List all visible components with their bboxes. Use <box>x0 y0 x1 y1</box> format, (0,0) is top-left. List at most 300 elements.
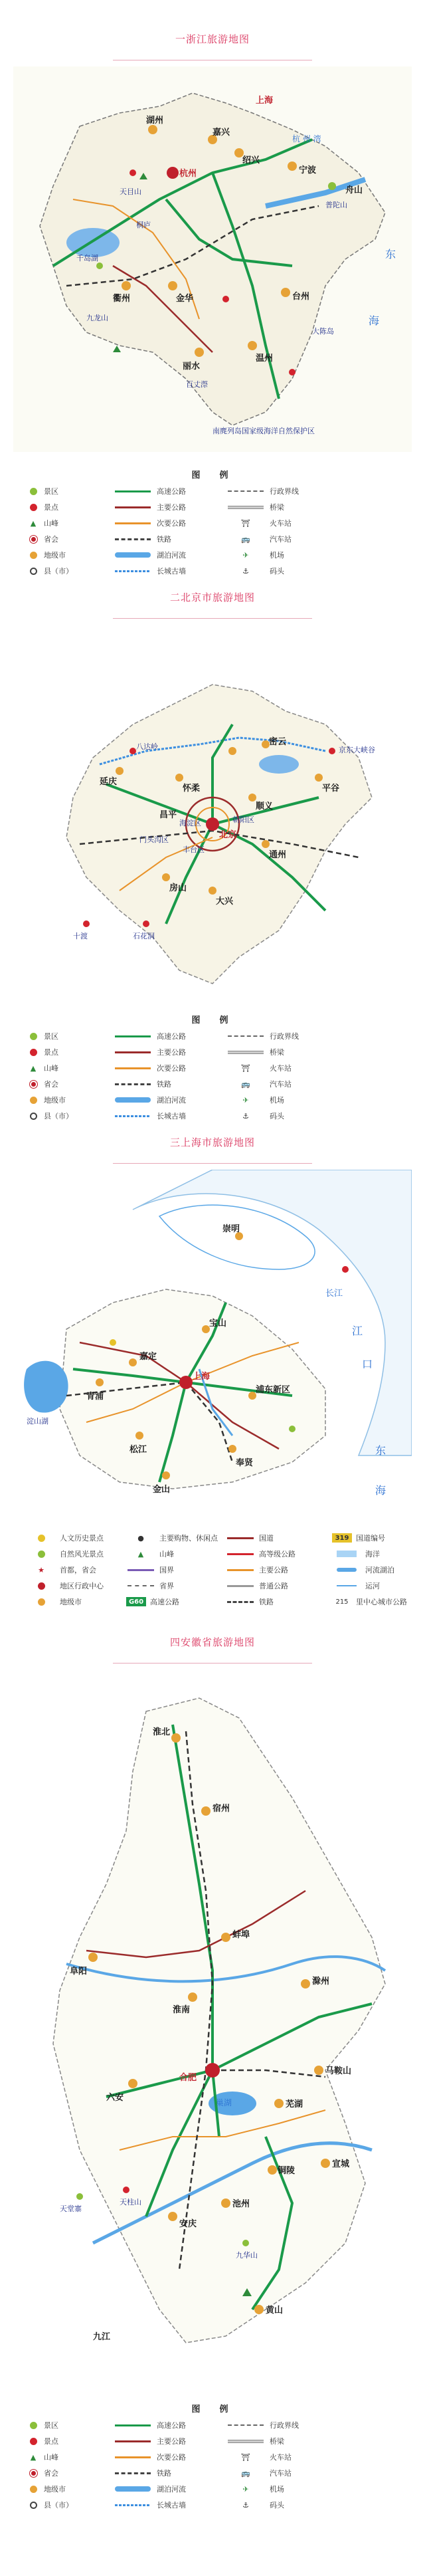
legend-label: 机场 <box>270 1096 284 1105</box>
zhejiang-map[interactable] <box>13 66 412 452</box>
map-label: 巢湖 <box>216 2098 232 2107</box>
map-label: 松江 <box>129 1445 147 1455</box>
county-icon <box>30 568 37 575</box>
legend-label: 景区 <box>44 487 58 496</box>
legend-item <box>113 1047 226 1057</box>
map-label: 房山 <box>169 883 187 893</box>
legend-label: 国界 <box>159 1566 174 1574</box>
map-label: 铜陵 <box>278 2166 296 2176</box>
legend-item <box>226 1047 339 1057</box>
legend-label: 景区 <box>44 1032 58 1041</box>
legend-label: 汽车站 <box>270 535 292 544</box>
legend-item <box>226 550 339 560</box>
legend-label: 县（市） <box>44 1112 73 1121</box>
secondary-road-icon <box>115 1067 151 1069</box>
bus-station-icon: 🚌 <box>241 2468 250 2478</box>
legend-item <box>126 1596 226 1607</box>
legend-item <box>226 518 339 528</box>
railway-icon <box>115 538 151 540</box>
legend-label: 县（市） <box>44 2501 73 2510</box>
road-code-icon: 319 <box>332 1533 352 1543</box>
map-label: 浦东新区 <box>256 1385 291 1395</box>
legend-label: 长城古墙 <box>157 1112 186 1121</box>
shanghai-map[interactable] <box>13 1170 412 1522</box>
map-label: 八达岭 <box>136 742 158 751</box>
legend-item <box>226 1596 332 1607</box>
boundary-icon <box>228 490 264 492</box>
boundary-icon <box>228 2424 264 2426</box>
map-label: 湖州 <box>146 116 164 126</box>
mountain-icon: ▲ <box>30 1063 37 1073</box>
legend-grid <box>13 486 412 576</box>
map-label: 淀山湖 <box>27 1417 48 1426</box>
main-road-icon <box>227 1569 254 1571</box>
legend-label: 机场 <box>270 551 284 560</box>
map-label: 九华山 <box>236 2251 258 2260</box>
bus-station-icon: 🚌 <box>241 1079 250 1089</box>
national-road-icon <box>227 1537 254 1539</box>
legend-item <box>126 1564 226 1575</box>
canal-icon <box>337 1585 357 1586</box>
legend-label: 主要公路 <box>157 2437 186 2446</box>
legend-item <box>27 566 113 576</box>
prefecture-city-icon <box>30 552 37 559</box>
legend-item <box>226 534 339 544</box>
airport-icon: ✈ <box>242 2484 249 2494</box>
legend-item <box>27 2452 113 2462</box>
shanghai-map-graphic <box>13 1170 412 1522</box>
legend-label: 高速公路 <box>157 2421 186 2430</box>
legend-label: 次要公路 <box>157 2453 186 2462</box>
airport-icon: ✈ <box>242 550 249 560</box>
bridge-icon <box>228 2440 264 2443</box>
lake-river-icon <box>115 2486 151 2492</box>
legend-item <box>113 1031 226 1041</box>
main-road-icon <box>115 1051 151 1053</box>
legend-item <box>27 1111 113 1121</box>
map-label: 蚌埠 <box>232 1930 250 1940</box>
expressway-code-icon: G60 <box>126 1597 146 1606</box>
train-station-icon: ⛩ <box>241 518 250 528</box>
expressway-icon <box>115 2424 151 2426</box>
map-label: 大陈岛 <box>312 327 334 336</box>
legend-label: 自然风光景点 <box>60 1550 104 1558</box>
legend-label: 火车站 <box>270 1064 292 1073</box>
legend-label: 地区行政中心 <box>60 1582 104 1590</box>
map-label: 马鞍山 <box>325 2066 352 2076</box>
legend-label: 汽车站 <box>270 2469 292 2478</box>
map-label: 千岛湖 <box>76 254 98 263</box>
map-label: 普陀山 <box>325 201 347 209</box>
legend-grid <box>13 1529 412 1611</box>
legend-item <box>27 1549 126 1559</box>
legend-item <box>226 502 339 512</box>
shanghai-legend <box>13 1529 412 1625</box>
admin-center-icon <box>38 1582 45 1590</box>
map-label: 上海 <box>193 1372 211 1382</box>
legend-item <box>27 2436 113 2446</box>
distance-code-icon: 215 <box>335 1598 349 1606</box>
attraction-icon <box>30 504 37 511</box>
prefecture-city-icon <box>30 1097 37 1104</box>
legend-item <box>126 1580 226 1591</box>
legend-label: 高速公路 <box>150 1598 179 1606</box>
map-label: 南麂列岛国家级海洋自然保护区 <box>212 427 315 435</box>
legend-item <box>113 502 226 512</box>
legend-label: 人文历史景点 <box>60 1534 104 1543</box>
legend-item <box>27 1095 113 1105</box>
legend-item <box>226 2468 339 2478</box>
legend-label: 机场 <box>270 2485 284 2494</box>
map-label: 顺义 <box>256 802 274 811</box>
expressway-icon <box>115 490 151 492</box>
legend-item <box>332 1596 425 1607</box>
legend-item <box>226 1079 339 1089</box>
legend-label: 省会 <box>44 2469 58 2478</box>
legend-title: 图 例 <box>191 1016 234 1025</box>
legend-label: 汽车站 <box>270 1080 292 1089</box>
legend-item <box>113 2500 226 2510</box>
legend-label: 高速公路 <box>157 1032 186 1041</box>
legend-label: 地级市 <box>44 1096 66 1105</box>
map-label: 海 <box>369 314 380 327</box>
legend-label: 铁路 <box>157 2469 171 2478</box>
attraction-icon <box>30 2438 37 2445</box>
map-label: 长江 <box>325 1289 343 1299</box>
anchor-icon: ⚓ <box>242 566 249 576</box>
beijing-map[interactable] <box>13 625 412 997</box>
map-label: 北京 <box>219 830 237 840</box>
map-label: 昌平 <box>159 810 177 820</box>
legend-label: 国道 <box>259 1534 274 1543</box>
mountain-icon: ▲ <box>137 1549 144 1558</box>
legend-grid <box>13 1031 412 1121</box>
map-label: 淮北 <box>153 1727 171 1737</box>
legend-item <box>113 1095 226 1105</box>
legend-item <box>113 534 226 544</box>
map-label: 嘉兴 <box>212 128 230 138</box>
lake-river-icon <box>115 1097 151 1103</box>
main-road-icon <box>115 506 151 508</box>
map-label: 十渡 <box>73 932 88 940</box>
legend-item <box>113 2484 226 2494</box>
map-label: 上海 <box>256 96 274 106</box>
map-label: 池州 <box>232 2199 250 2209</box>
map-label: 桐庐 <box>136 221 151 229</box>
map-label: 大兴 <box>216 897 234 907</box>
title-divider <box>113 1163 312 1164</box>
zhejiang-legend <box>13 465 412 578</box>
legend-item <box>27 534 113 544</box>
lake-river-icon <box>115 552 151 558</box>
map-label: 密云 <box>269 737 287 747</box>
legend-label: 省界 <box>159 1582 174 1590</box>
map-label: 杭州 <box>179 169 197 179</box>
legend-label: 桥梁 <box>270 503 284 512</box>
map-label: 九龙山 <box>86 314 108 322</box>
legend-item <box>226 1111 339 1121</box>
bridge-icon <box>228 1051 264 1054</box>
legend-item <box>332 1533 425 1543</box>
legend-item <box>27 1063 113 1073</box>
title-divider <box>113 1663 312 1664</box>
zhejiang-map-title: 一浙江旅游地图 <box>175 33 250 45</box>
legend-item <box>226 1063 339 1073</box>
river-lake-icon <box>337 1568 357 1572</box>
legend-label: 山峰 <box>44 519 58 528</box>
map-label: 延庆 <box>100 777 118 787</box>
map-label: 青浦 <box>86 1392 104 1402</box>
legend-item <box>27 550 113 560</box>
shopping-icon: ● <box>137 1533 144 1543</box>
legend-label: 次要公路 <box>157 1064 186 1073</box>
legend-label: 里中心城市公路 <box>356 1598 407 1606</box>
legend-label: 码头 <box>270 2501 284 2510</box>
legend-item <box>27 1079 113 1089</box>
legend-label: 县（市） <box>44 567 73 576</box>
map-label: 门头沟区 <box>139 835 169 844</box>
legend-item <box>27 486 113 496</box>
ordinary-road-icon <box>227 1585 254 1587</box>
legend-label: 湖泊河流 <box>157 1096 186 1105</box>
legend-item <box>113 2452 226 2462</box>
legend-label: 主要公路 <box>157 503 186 512</box>
great-wall-icon <box>115 570 151 572</box>
legend-item <box>113 566 226 576</box>
map-label: 合肥 <box>179 2073 197 2083</box>
map-label: 百丈漈 <box>186 380 208 389</box>
scenic-area-icon <box>30 1033 37 1040</box>
map-label: 宣城 <box>332 2159 350 2169</box>
legend-item <box>27 502 113 512</box>
map-label: 嘉定 <box>139 1352 157 1362</box>
legend-item <box>226 1549 332 1559</box>
map-label: 黄山 <box>266 2306 284 2315</box>
legend-item <box>27 1031 113 1041</box>
map-label: 通州 <box>269 850 287 860</box>
map-label: 阜阳 <box>70 1967 88 1977</box>
cultural-site-icon <box>38 1535 45 1542</box>
anhui-map[interactable] <box>13 1671 412 2389</box>
map-label: 金山 <box>153 1485 171 1495</box>
legend-item <box>226 2420 339 2430</box>
natural-site-icon <box>38 1551 45 1558</box>
legend-item <box>27 518 113 528</box>
legend-label: 地级市 <box>44 2485 66 2494</box>
map-label: 淮南 <box>173 2005 191 2015</box>
map-label: 天目山 <box>120 187 141 196</box>
legend-label: 山峰 <box>44 2453 58 2462</box>
map-label: 台州 <box>292 292 310 302</box>
legend-label: 山峰 <box>44 1064 58 1073</box>
legend-label: 桥梁 <box>270 2437 284 2446</box>
legend-item <box>226 1095 339 1105</box>
provincial-border-icon <box>128 1585 154 1586</box>
legend-label: 行政界线 <box>270 1032 299 1041</box>
legend-item <box>226 486 339 496</box>
map-label: 丰台区 <box>183 845 205 854</box>
great-wall-icon <box>115 2504 151 2506</box>
legend-item <box>113 550 226 560</box>
legend-item <box>113 1079 226 1089</box>
legend-item <box>27 1564 126 1575</box>
boundary-icon <box>228 1035 264 1037</box>
map-label: 崇明 <box>222 1224 240 1234</box>
map-label: 口 <box>362 1358 373 1370</box>
legend-label: 地级市 <box>44 551 66 560</box>
map-label: 奉贤 <box>236 1458 254 1468</box>
legend-label: 景点 <box>44 2437 58 2446</box>
map-label: 海淀区 <box>179 819 201 827</box>
beijing-legend <box>13 1010 412 1123</box>
legend-item <box>226 1031 339 1041</box>
county-icon <box>30 1113 37 1120</box>
legend-label: 地级市 <box>60 1598 82 1606</box>
legend-label: 运河 <box>365 1582 380 1590</box>
legend-item <box>27 1047 113 1057</box>
legend-item <box>113 1063 226 1073</box>
secondary-road-icon <box>115 522 151 524</box>
title-divider <box>113 618 312 619</box>
county-icon <box>30 2502 37 2509</box>
legend-item <box>27 1596 126 1607</box>
map-label: 石花洞 <box>133 932 155 940</box>
legend-grid <box>13 2420 412 2510</box>
legend-label: 火车站 <box>270 2453 292 2462</box>
map-label: 滁州 <box>312 1977 330 1986</box>
secondary-road-icon <box>115 2456 151 2458</box>
legend-label: 高速公路 <box>157 487 186 496</box>
mountain-icon: ▲ <box>30 518 37 528</box>
anhui-legend <box>13 2399 412 2519</box>
legend-item <box>113 1111 226 1121</box>
legend-label: 主要公路 <box>259 1566 288 1574</box>
map-label: 海 <box>375 1484 386 1497</box>
zhejiang-map-graphic <box>13 66 412 452</box>
legend-item <box>27 2484 113 2494</box>
legend-item <box>113 2436 226 2446</box>
map-label: 东 <box>375 1444 386 1457</box>
legend-item <box>226 2436 339 2446</box>
legend-label: 省会 <box>44 1080 58 1089</box>
legend-item <box>226 1580 332 1591</box>
legend-item <box>226 1533 332 1543</box>
high-grade-road-icon <box>227 1553 254 1555</box>
legend-label: 次要公路 <box>157 519 186 528</box>
legend-label: 景点 <box>44 503 58 512</box>
legend-label: 景点 <box>44 1048 58 1057</box>
map-label: 宝山 <box>209 1319 227 1329</box>
map-label: 安庆 <box>179 2219 197 2229</box>
map-label: 六安 <box>106 2093 124 2103</box>
ocean-icon <box>337 1551 357 1557</box>
legend-label: 省会 <box>44 535 58 544</box>
legend-label: 湖泊河流 <box>157 2485 186 2494</box>
bridge-icon <box>228 506 264 509</box>
legend-label: 桥梁 <box>270 1048 284 1057</box>
legend-label: 行政界线 <box>270 487 299 496</box>
shanghai-map-title: 三上海市旅游地图 <box>169 1136 255 1148</box>
map-label: 江 <box>352 1325 363 1337</box>
map-label: 杭 州 湾 <box>292 134 321 144</box>
prefecture-city-icon <box>38 1598 45 1606</box>
beijing-map-graphic <box>13 625 412 997</box>
map-label: 京东大峡谷 <box>339 746 375 754</box>
bus-station-icon: 🚌 <box>241 534 250 544</box>
map-label: 九江 <box>93 2332 111 2342</box>
legend-item <box>126 1533 226 1543</box>
railway-icon <box>115 1083 151 1085</box>
legend-label: 河流湖泊 <box>365 1566 394 1574</box>
legend-item <box>113 2420 226 2430</box>
provincial-capital-icon <box>30 2470 37 2477</box>
legend-label: 火车站 <box>270 519 292 528</box>
mountain-icon: ▲ <box>30 2452 37 2462</box>
legend-item <box>27 2468 113 2478</box>
legend-label: 湖泊河流 <box>157 551 186 560</box>
train-station-icon: ⛩ <box>241 2452 250 2462</box>
legend-item <box>332 1549 425 1559</box>
prefecture-city-icon <box>30 2486 37 2493</box>
legend-label: 景区 <box>44 2421 58 2430</box>
map-label: 芜湖 <box>286 2099 303 2109</box>
map-label: 怀柔 <box>183 784 201 794</box>
legend-item <box>226 566 339 576</box>
provincial-capital-icon <box>30 1081 37 1088</box>
legend-item <box>113 2468 226 2478</box>
legend-label: 码头 <box>270 567 284 576</box>
legend-item <box>226 1564 332 1575</box>
legend-label: 主要购物、休闲点 <box>159 1534 218 1543</box>
legend-item <box>27 1533 126 1543</box>
legend-item <box>226 2500 339 2510</box>
legend-label: 铁路 <box>157 535 171 544</box>
capital-star-icon: ★ <box>38 1565 44 1574</box>
map-label: 朝阳区 <box>232 815 254 824</box>
legend-title: 图 例 <box>191 2405 234 2415</box>
map-label: 平谷 <box>322 784 340 794</box>
legend-label: 行政界线 <box>270 2421 299 2430</box>
legend-label: 普通公路 <box>259 1582 288 1590</box>
map-label: 东 <box>385 248 396 261</box>
legend-label: 长城古墙 <box>157 567 186 576</box>
national-border-icon <box>128 1569 154 1571</box>
legend-item <box>27 2500 113 2510</box>
map-label: 丽水 <box>183 362 201 372</box>
main-road-icon <box>115 2440 151 2442</box>
great-wall-icon <box>115 1115 151 1117</box>
railway-icon <box>227 1601 254 1603</box>
legend-item <box>27 2420 113 2430</box>
map-label: 绍兴 <box>242 156 260 165</box>
anhui-map-title: 四安徽省旅游地图 <box>169 1636 255 1648</box>
airport-icon: ✈ <box>242 1095 249 1105</box>
attraction-icon <box>30 1049 37 1056</box>
map-label: 温州 <box>256 354 274 364</box>
map-label: 金华 <box>176 294 194 304</box>
map-label: 宿州 <box>212 1804 230 1814</box>
legend-label: 国道编号 <box>356 1534 385 1543</box>
legend-item <box>113 486 226 496</box>
legend-label: 铁路 <box>157 1080 171 1089</box>
legend-item <box>226 2484 339 2494</box>
beijing-map-title: 二北京市旅游地图 <box>169 591 255 603</box>
legend-label: 海洋 <box>365 1550 380 1558</box>
legend-title: 图 例 <box>191 471 234 481</box>
anchor-icon: ⚓ <box>242 1111 249 1121</box>
map-label: 宁波 <box>299 165 317 175</box>
legend-item <box>226 2452 339 2462</box>
